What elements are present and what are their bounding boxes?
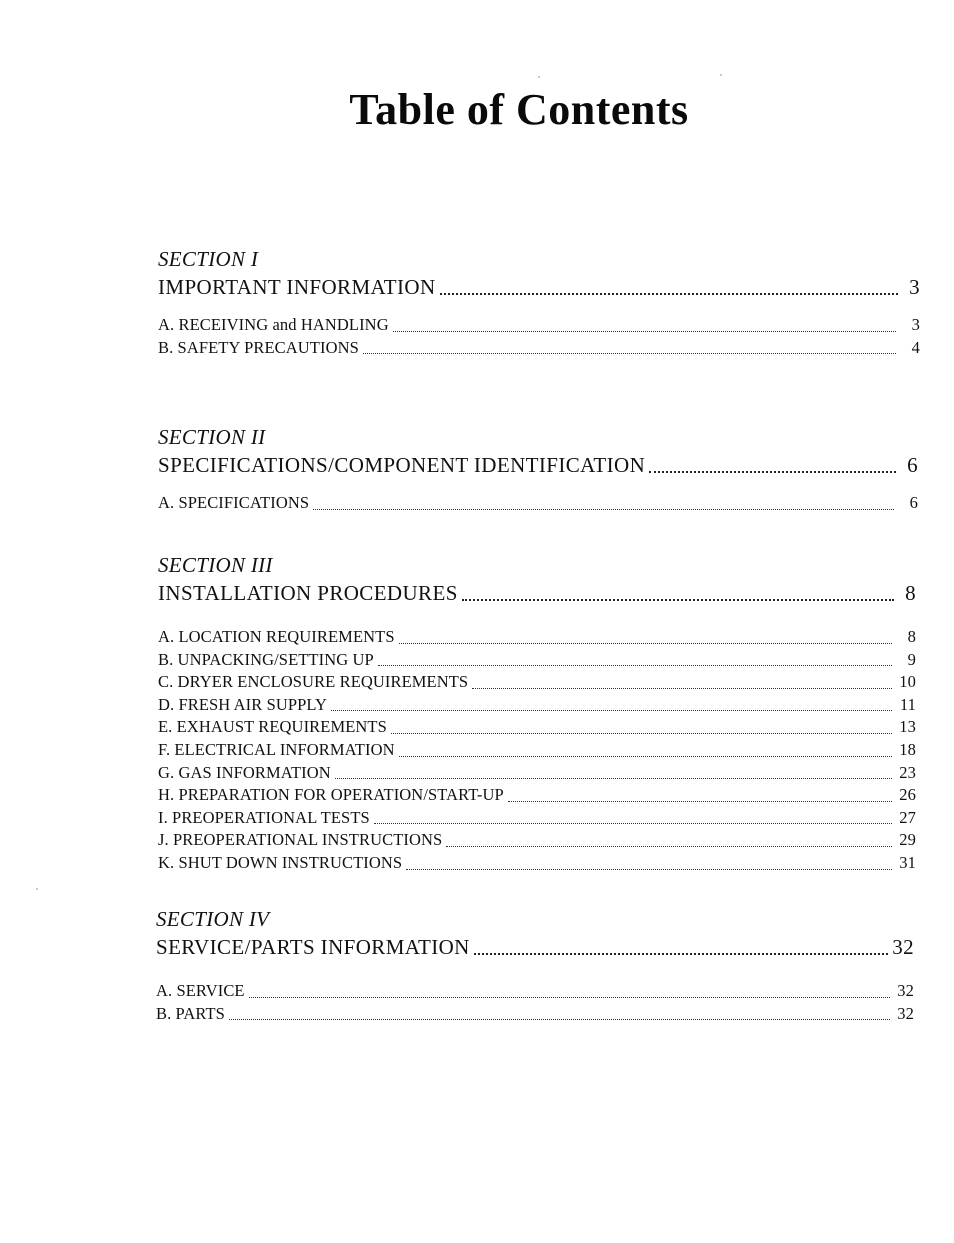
- entry-label: K. SHUT DOWN INSTRUCTIONS: [158, 852, 403, 872]
- dot-leader: [331, 709, 892, 711]
- section-items: [158, 314, 920, 359]
- dot-leader: [249, 996, 890, 998]
- section-label: SECTION II: [158, 425, 266, 449]
- page-number: 18: [899, 739, 916, 759]
- section-4: [156, 906, 914, 1025]
- dot-leader: [313, 508, 894, 510]
- entry-label: A. SPECIFICATIONS: [158, 493, 310, 512]
- toc-entry[interactable]: [158, 716, 916, 739]
- page-number: 11: [899, 694, 916, 714]
- section-heading-line[interactable]: [156, 932, 914, 960]
- section-2: [158, 424, 918, 515]
- toc-entry[interactable]: [158, 829, 916, 852]
- section-1: [158, 246, 920, 359]
- dot-leader: [374, 822, 892, 824]
- section-heading-line[interactable]: [158, 272, 920, 300]
- section-items: [158, 492, 918, 515]
- dot-leader: [399, 642, 892, 644]
- section-heading: SPECIFICATIONS/COMPONENT IDENTIFICATION: [158, 453, 646, 477]
- toc-entry[interactable]: [156, 1003, 914, 1026]
- page-title: Table of Contents: [349, 85, 689, 134]
- toc-entry[interactable]: [158, 492, 918, 515]
- dot-leader: [472, 687, 892, 689]
- entry-label: B. PARTS: [156, 1003, 225, 1023]
- dot-leader: [508, 800, 892, 802]
- toc-entry[interactable]: [158, 739, 916, 762]
- entry-label: A. SERVICE: [156, 981, 245, 1000]
- page-number: 3: [909, 275, 920, 299]
- section-heading: IMPORTANT INFORMATION: [158, 275, 436, 299]
- dot-leader: [229, 1018, 890, 1020]
- scan-speck: [36, 888, 38, 890]
- page-number: 3: [911, 315, 920, 334]
- page-number: 27: [899, 807, 916, 827]
- entry-label: I. PREOPERATIONAL TESTS: [158, 807, 370, 827]
- page-number: 23: [899, 762, 916, 782]
- section-heading: SERVICE/PARTS INFORMATION: [156, 935, 470, 959]
- entry-label: F. ELECTRICAL INFORMATION: [158, 739, 395, 759]
- page-number: 29: [899, 830, 916, 850]
- dot-leader: [399, 755, 892, 757]
- page-number: 13: [899, 717, 916, 737]
- toc-entry[interactable]: [158, 314, 920, 337]
- page-number: 31: [899, 852, 916, 872]
- toc-entry[interactable]: [158, 337, 920, 360]
- scan-speck: [720, 74, 722, 76]
- toc-entry[interactable]: [158, 762, 916, 785]
- dot-leader: [406, 868, 892, 870]
- section-items: [158, 626, 916, 875]
- entry-label: C. DRYER ENCLOSURE REQUIREMENTS: [158, 672, 469, 692]
- toc-entry[interactable]: [158, 852, 916, 875]
- dot-leader: [446, 845, 892, 847]
- section-label: SECTION I: [158, 247, 259, 271]
- dot-leader: [363, 352, 896, 354]
- dot-leader: [462, 598, 894, 601]
- section-label: SECTION IV: [156, 907, 270, 931]
- page-number: 6: [909, 493, 918, 512]
- toc-entry[interactable]: [156, 980, 914, 1003]
- dot-leader: [440, 292, 898, 295]
- dot-leader: [391, 732, 892, 734]
- dot-leader: [649, 470, 896, 473]
- entry-label: B. UNPACKING/SETTING UP: [158, 649, 374, 669]
- entry-label: D. FRESH AIR SUPPLY: [158, 694, 327, 714]
- dot-leader: [335, 777, 892, 779]
- page-number: 4: [911, 337, 920, 357]
- toc-entry[interactable]: [158, 671, 916, 694]
- dot-leader: [474, 952, 888, 955]
- scan-speck: [538, 76, 540, 78]
- page-number: 8: [907, 627, 916, 646]
- toc-entry[interactable]: [158, 784, 916, 807]
- page-number: 9: [907, 649, 916, 669]
- page-number: 32: [897, 981, 914, 1000]
- page-number: 32: [897, 1003, 914, 1023]
- toc-entry[interactable]: [158, 694, 916, 717]
- entry-label: E. EXHAUST REQUIREMENTS: [158, 717, 387, 737]
- entry-label: B. SAFETY PRECAUTIONS: [158, 337, 359, 357]
- entry-label: H. PREPARATION FOR OPERATION/START-UP: [158, 785, 504, 805]
- section-label: SECTION III: [158, 553, 273, 577]
- entry-label: A. LOCATION REQUIREMENTS: [158, 627, 395, 646]
- entry-label: G. GAS INFORMATION: [158, 762, 331, 782]
- entry-label: A. RECEIVING and HANDLING: [158, 315, 389, 334]
- entry-label: J. PREOPERATIONAL INSTRUCTIONS: [158, 830, 443, 850]
- page-number: 8: [905, 581, 916, 605]
- page-number: 26: [899, 785, 916, 805]
- dot-leader: [378, 664, 892, 666]
- page-number: 32: [892, 935, 914, 959]
- page-number: 10: [899, 672, 916, 692]
- section-heading-line[interactable]: [158, 578, 916, 606]
- toc-entry[interactable]: [158, 807, 916, 830]
- section-heading-line[interactable]: [158, 450, 918, 478]
- section-items: [156, 980, 914, 1025]
- page-number: 6: [907, 453, 918, 477]
- section-heading: INSTALLATION PROCEDURES: [158, 581, 458, 605]
- toc-entry[interactable]: [158, 626, 916, 649]
- section-3: [158, 552, 916, 875]
- dot-leader: [393, 330, 896, 332]
- toc-entry[interactable]: [158, 649, 916, 672]
